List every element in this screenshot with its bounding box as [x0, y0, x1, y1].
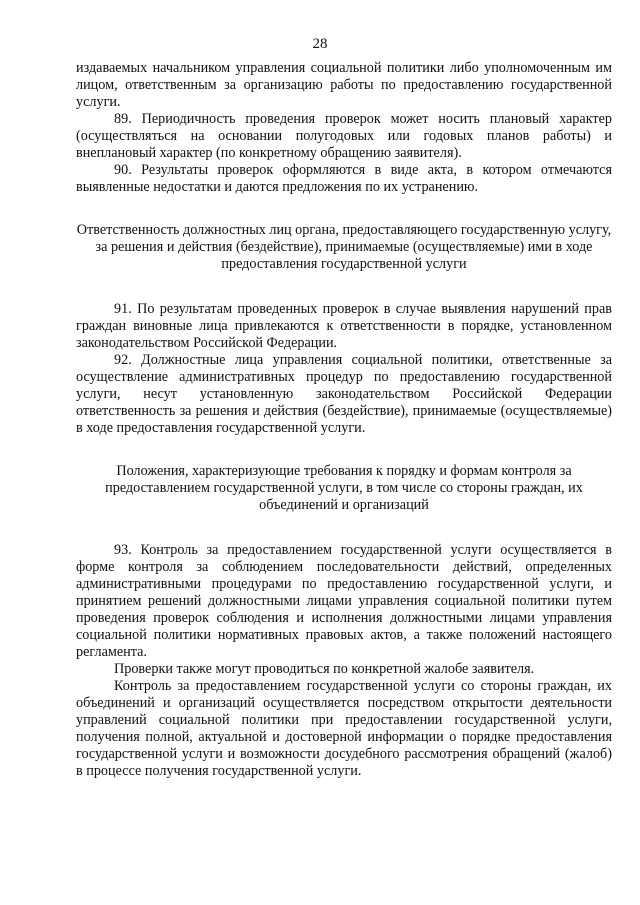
document-body — [76, 60, 612, 780]
paragraph-90: 90. Результаты проверок оформляются в виде акта, в котором отмечаются выявленные недостатки и даются предложения по их устранению. — [76, 162, 612, 195]
paragraph-93: 93. Контроль за предоставлением государственной услуги осуществляется в форме контроля за соблюдением последовательности действий, определенных административными процедурами по предоставлению государственной услуги, и принятием решений должностными лицами управления социальной политики путем проведения проверок соблюдения и исполнения должностными лицами управления социальной политики нормативных правовых актов, а также положений настоящего регламента. — [76, 542, 612, 660]
paragraph-92: 92. Должностные лица управления социальной политики, ответственные за осуществление административных процедур по предоставлению государственной услуги, несут установленную законодательством Российской Федерации ответственность за решения и действия (бездействие), принимаемые (осуществляемые) в ходе предоставления государственной услуги. — [76, 352, 612, 436]
paragraph-89: 89. Периодичность проведения проверок может носить плановый характер (осуществляться на основании полугодовых или годовых планов работы) и внеплановый характер (по конкретному обращению заявителя). — [76, 111, 612, 161]
page-number: 28 — [312, 36, 328, 52]
paragraph-public-control: Контроль за предоставлением государственной услуги со стороны граждан, их объединений и организаций осуществляется посредством открытости деятельности управлений социальной политики при предоставлении государственной услуги, получения полной, актуальной и достоверной информации о порядке предоставления государственной услуги и возможности досудебного рассмотрения обращений (жалоб) в процессе получения государственной услуги. — [76, 678, 612, 779]
paragraph-complaint-checks: Проверки также могут проводиться по конкретной жалобе заявителя. — [114, 661, 535, 677]
paragraph-continuation: издаваемых начальником управления социальной политики либо уполномоченным им лицом, ответственным за организацию работы по предоставлению государственной услуги. — [76, 60, 612, 110]
paragraph-91: 91. По результатам проведенных проверок в случае выявления нарушений прав граждан виновные лица привлекаются к ответственности в порядке, установленном законодательством Российской Федерации. — [76, 301, 612, 351]
section-heading-control-requirements: Положения, характеризующие требования к порядку и формам контроля за предоставлением государственной услуги, в том числе со стороны граждан, их объединений и организаций — [105, 463, 583, 513]
section-heading-responsibility: Ответственность должностных лиц органа, предоставляющего государственную услугу, за решения и действия (бездействие), принимаемые (осуществляемые) ими в ходе предоставления государственной услуги — [76, 222, 612, 272]
